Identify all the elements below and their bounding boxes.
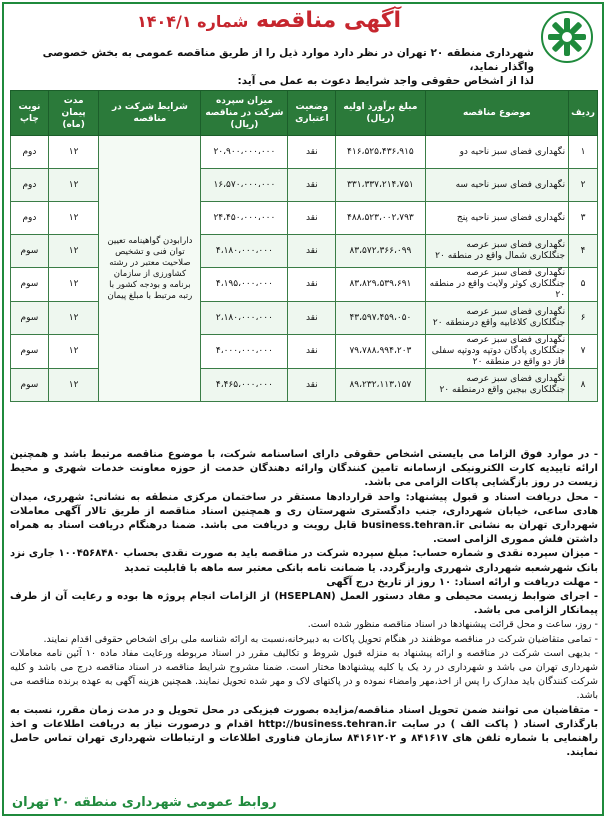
- cell-row: ۴: [569, 235, 598, 268]
- cell-print: دوم: [11, 202, 49, 235]
- col-subject: موضوع مناقصه: [425, 91, 569, 136]
- cell-estimate: ۸۹،۲۳۲،۱۱۳،۱۵۷: [336, 369, 425, 402]
- cell-row: ۱: [569, 136, 598, 169]
- paragraph-opening: - روز، ساعت و محل قرائت پیشنهادها در اسناد مناقصه منظور شده است.: [307, 619, 598, 631]
- cell-deposit: ۲۴،۴۵۰،۰۰۰،۰۰۰: [201, 202, 288, 235]
- cell-credit: نقد: [288, 202, 336, 235]
- tender-number: شماره ۱۴۰۴/۱: [136, 12, 249, 31]
- paragraph-upload: - متقاضیان می توانند ضمن تحویل اسناد مناقصه/مزایده بصورت فیزیکی در محل تحویل و در مدت زمان مقرر، نسبت به بارگذاری اسناد ( پاکت الف ) در سایت http://business.tehran.ir اقدام و درصورت نیاز به دریافت اطلاعات و اخذ راهنمایی با شماره تلفن های ۸۴۱۶۱۷ و ۸۴۱۶۱۲۰۲ سازمان فناوری اطلاعات و ارتباطات شهرداری تهران تماس حاصل نمایند.: [10, 704, 598, 759]
- paragraph-documents-location: - محل دریافت اسناد و قبول پیشنهاد: واحد قراردادها مستقر در ساختمان مرکزی منطقه به نشانی: شهرری، میدان هادی ساعی، خیابان شهرداری، جنب دادگستری شهرستان ری و همچنین اسناد مناقصه از طریق تالار آگهی معاملات شهرداری تهران به نشانی business.tehran.ir قابل رویت و دریافت می باشد. ضمنا درهنگام دریافت اسناد به همراه داشتن فلش مموری الزامی است.: [10, 491, 598, 546]
- col-print: نوبت چاپ: [11, 91, 49, 136]
- table-row: [11, 268, 598, 302]
- cell-print: دوم: [11, 169, 49, 202]
- cell-duration: ۱۲: [48, 202, 99, 235]
- paragraph-acceptance: - بدیهی است شرکت در مناقصه و ارائه پیشنهاد به منزله قبول شروط و تکالیف مقرر در اسناد مربوطه ورعایت مفاد ماده ۱۰ آئین نامه معاملات شهرداری تهران می باشد و شهرداری در رد یک یا کلیه پیشنهادها مختار است. ضمنا مشروح شرایط مناقصه در اسناد مناقصه درج می باشد و کلیه شرکت کنندگان باید مدارک را پس از اخذ،مهر وامضاء نموده و در پاکتهای لاک و مهر شده تحویل نمایند. همچنین هزینه آگهی به عهده برنده مناقصه می باشد.: [10, 647, 598, 702]
- table-row: [11, 369, 598, 402]
- intro-text: [8, 46, 534, 88]
- cell-duration: ۱۲: [48, 369, 99, 402]
- cell-deposit: ۴،۱۹۵،۰۰۰،۰۰۰: [201, 268, 288, 302]
- cell-credit: نقد: [288, 235, 336, 268]
- cell-print: سوم: [11, 268, 49, 302]
- cell-credit: نقد: [288, 136, 336, 169]
- ad-header: [8, 6, 600, 86]
- cell-deposit: ۱۶،۵۷۰،۰۰۰،۰۰۰: [201, 169, 288, 202]
- table-row: [11, 136, 598, 169]
- col-conditions: شرایط شرکت در مناقصه: [99, 91, 201, 136]
- cell-deposit: ۲،۱۸۰،۰۰۰،۰۰۰: [201, 302, 288, 335]
- col-credit: وضعیت اعتباری: [288, 91, 336, 136]
- cell-print: دوم: [11, 136, 49, 169]
- cell-estimate: ۴۱۶،۵۲۵،۴۳۶،۹۱۵: [336, 136, 425, 169]
- table-row: [11, 235, 598, 268]
- cell-subject: نگهداری فضای سبز عرصه جنگلکاری کوثر ولایت واقع در منطقه ۲۰: [425, 268, 569, 302]
- cell-estimate: ۴۸۸،۵۲۳،۰۰۲،۷۹۳: [336, 202, 425, 235]
- cell-duration: ۱۲: [48, 335, 99, 369]
- intro-line-1: شهرداری منطقه ۲۰ تهران در نظر دارد موارد ذیل را از طریق مناقصه عمومی به بخش خصوصی واگذار نماید،: [42, 47, 534, 73]
- cell-print: سوم: [11, 302, 49, 335]
- cell-duration: ۱۲: [48, 169, 99, 202]
- paragraph-deadline: - مهلت دریافت و ارائه اسناد: ۱۰ روز از تاریخ درج آگهی: [326, 576, 598, 588]
- cell-row: ۶: [569, 302, 598, 335]
- cell-print: سوم: [11, 369, 49, 402]
- cell-row: ۷: [569, 335, 598, 369]
- cell-duration: ۱۲: [48, 136, 99, 169]
- title-text: آگهی مناقصه: [255, 8, 402, 33]
- table-header-row: [11, 91, 598, 136]
- cell-print: سوم: [11, 235, 49, 268]
- cell-row: ۳: [569, 202, 598, 235]
- paragraph-hse: - اجرای ضوابط زیست محیطی و مفاد دستور العمل (HSEPLAN) از الزامات انجام پروژه ها بوده و رعایت آن از طرف پیمانکار الزامی می باشد.: [10, 591, 598, 617]
- cell-subject: نگهداری فضای سبز ناحیه پنج: [425, 202, 569, 235]
- cell-row: ۸: [569, 369, 598, 402]
- cell-subject: نگهداری فضای سبز ناحیه سه: [425, 169, 569, 202]
- cell-estimate: ۴۳،۵۹۷،۴۵۹،۰۵۰: [336, 302, 425, 335]
- public-relations-footer: روابط عمومی شهرداری منطقه ۲۰ تهران: [12, 795, 277, 810]
- cell-subject: نگهداری فضای سبز ناحیه دو: [425, 136, 569, 169]
- col-estimate: مبلغ برآورد اولیه (ریال): [336, 91, 425, 136]
- cell-credit: نقد: [288, 169, 336, 202]
- cell-estimate: ۸۳،۵۷۲،۳۶۶،۰۹۹: [336, 235, 425, 268]
- cell-subject: نگهداری فضای سبز عرصه جنگلکاری بیجین واقع درمنطقه ۲۰: [425, 369, 569, 402]
- cell-subject: نگهداری فضای سبز عرصه جنگلکاری پادگان دوتپه ودوتپه سفلی فاز دو واقع در منطقه ۲۰: [425, 335, 569, 369]
- cell-duration: ۱۲: [48, 268, 99, 302]
- cell-row: ۵: [569, 268, 598, 302]
- intro-line-2: لذا از اشخاص حقوقی واجد شرایط دعوت به عمل می آید:: [237, 75, 534, 87]
- cell-estimate: ۸۳،۸۲۹،۵۳۹،۶۹۱: [336, 268, 425, 302]
- col-deposit: میزان سپرده شرکت در مناقصه (ریال): [201, 91, 288, 136]
- paragraph-legal-entity: - در موارد فوق الزاما می بایستی اشخاص حقوقی دارای اساسنامه شرکت، با موضوع مناقصه مرتبط باشد و همچنین ارائه تاییدیه کارت الکترونیکی ازسامانه تامین کنندگان وارائه دهندگان خدمت از حوزه معاونت خدمات شهری و محیط زیست در روز بازگشایی پاکات الزامی می باشد.: [10, 449, 598, 489]
- cell-subject: نگهداری فضای سبز عرصه جنگلکاری شمال واقع در منطقه ۲۰: [425, 235, 569, 268]
- cell-estimate: ۷۹،۷۸۸،۹۹۴،۲۰۳: [336, 335, 425, 369]
- paragraph-deposit: - میزان سپرده نقدی و شماره حساب: مبلغ سپرده شرکت در مناقصه باید به صورت نقدی بحساب ۱۰۰۴۵۶۸۴۸۰ جاری نزد بانک شهرشعبه شهرداری شهرری واریزگردد. یا ضمانت نامه بانکی معتبر سه ماهه با قابلیت تمدید: [10, 548, 598, 574]
- cell-credit: نقد: [288, 335, 336, 369]
- cell-deposit: ۴،۱۸۰،۰۰۰،۰۰۰: [201, 235, 288, 268]
- cell-conditions: دارابودن گواهینامه تعیین توان فنی و تشخیص صلاحیت معتبر در رشته کشاورزی از سازمان برنامه و بودجه کشور با رتبه مرتبط با مبلغ پیمان: [99, 136, 201, 402]
- cell-credit: نقد: [288, 268, 336, 302]
- table-row: [11, 335, 598, 369]
- table-row: [11, 202, 598, 235]
- cell-subject: نگهداری فضای سبز عرصه جنگلکاری کلاغابیه واقع درمنطقه ۲۰: [425, 302, 569, 335]
- cell-duration: ۱۲: [48, 302, 99, 335]
- tender-table: [10, 90, 598, 402]
- cell-deposit: ۴،۴۶۵،۰۰۰،۰۰۰: [201, 369, 288, 402]
- col-row: ردیف: [569, 91, 598, 136]
- paragraph-national-id: - تمامی متقاضیان شرکت در مناقصه موظفند در هنگام تحویل پاکات به دبیرخانه،نسبت به ارائه شناسه ملی برای اشخاص حقوقی اقدام نمایند.: [43, 633, 598, 645]
- table-row: [11, 302, 598, 335]
- cell-row: ۲: [569, 169, 598, 202]
- tehran-municipality-logo-icon: [540, 10, 594, 64]
- cell-estimate: ۳۳۱،۳۳۷،۲۱۴،۷۵۱: [336, 169, 425, 202]
- tender-conditions-body: [10, 448, 598, 760]
- cell-credit: نقد: [288, 369, 336, 402]
- table-row: [11, 169, 598, 202]
- cell-print: سوم: [11, 335, 49, 369]
- cell-credit: نقد: [288, 302, 336, 335]
- col-duration: مدت پیمان (ماه): [48, 91, 99, 136]
- ad-title: [8, 6, 530, 37]
- cell-deposit: ۲۰،۹۰۰،۰۰۰،۰۰۰: [201, 136, 288, 169]
- cell-deposit: ۴،۰۰۰،۰۰۰،۰۰۰: [201, 335, 288, 369]
- cell-duration: ۱۲: [48, 235, 99, 268]
